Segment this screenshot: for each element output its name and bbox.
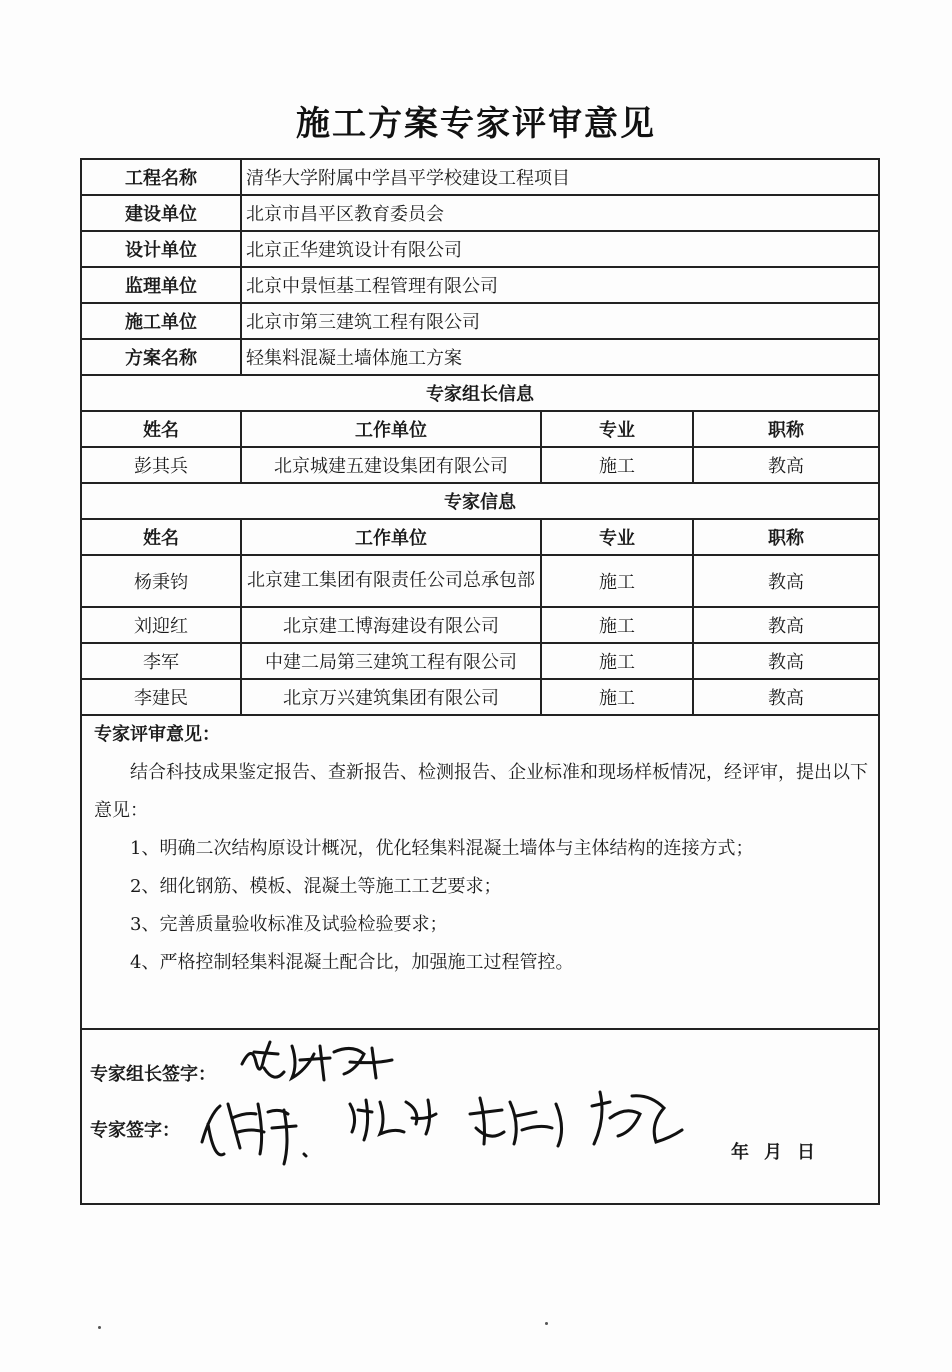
header-major: 专业 — [541, 519, 693, 555]
scan-speck — [545, 1322, 548, 1325]
table-row — [82, 555, 878, 607]
label-owner: 建设单位 — [82, 195, 241, 231]
expert-title: 教高 — [693, 643, 878, 679]
header-unit: 工作单位 — [241, 519, 541, 555]
expert-name: 李建民 — [82, 679, 241, 715]
opinion-item: 3、完善质量验收标准及试验检验要求； — [130, 914, 448, 935]
leader-header-row — [82, 411, 878, 447]
opinion-item: 2、细化钢筋、模板、混凝土等施工工艺要求； — [130, 876, 502, 897]
leader-name: 彭其兵 — [82, 447, 241, 483]
expert-header-row — [82, 519, 878, 555]
signature-section — [82, 1028, 878, 1170]
info-table — [82, 160, 878, 716]
value-project-name: 清华大学附属中学昌平学校建设工程项目 — [241, 160, 878, 195]
expert-major: 施工 — [541, 643, 693, 679]
expert-unit: 北京万兴建筑集团有限公司 — [241, 679, 541, 715]
value-plan-name: 轻集料混凝土墙体施工方案 — [241, 339, 878, 375]
opinion-item: 1、明确二次结构原设计概况，优化轻集料混凝土墙体与主体结构的连接方式； — [130, 838, 754, 859]
leader-section-title: 专家组长信息 — [82, 375, 878, 411]
opinion-intro: 结合科技成果鉴定报告、查新报告、检测报告、企业标准和现场样板情况，经评审，提出以下意见： — [94, 762, 868, 821]
leader-major: 施工 — [541, 447, 693, 483]
expert-section-title: 专家信息 — [82, 483, 878, 519]
date-year-label: 年 — [731, 1142, 750, 1163]
value-designer: 北京正华建筑设计有限公司 — [241, 231, 878, 267]
opinion-title: 专家评审意见： — [94, 724, 220, 745]
opinion-section — [82, 716, 878, 1028]
value-supervisor: 北京中景恒基工程管理有限公司 — [241, 267, 878, 303]
label-plan-name: 方案名称 — [82, 339, 241, 375]
expert-signatures — [180, 1084, 700, 1168]
info-row-contractor — [82, 303, 878, 339]
info-row-supervisor — [82, 267, 878, 303]
expert-major: 施工 — [541, 607, 693, 643]
value-owner: 北京市昌平区教育委员会 — [241, 195, 878, 231]
leader-row — [82, 447, 878, 483]
info-row-designer — [82, 231, 878, 267]
label-project-name: 工程名称 — [82, 160, 241, 195]
value-contractor: 北京市第三建筑工程有限公司 — [241, 303, 878, 339]
header-unit: 工作单位 — [241, 411, 541, 447]
expert-title: 教高 — [693, 679, 878, 715]
leader-unit: 北京城建五建设集团有限公司 — [241, 447, 541, 483]
expert-title: 教高 — [693, 555, 878, 607]
expert-signature-label: 专家签字： — [90, 1120, 180, 1141]
label-supervisor: 监理单位 — [82, 267, 241, 303]
expert-unit: 中建二局第三建筑工程有限公司 — [241, 643, 541, 679]
opinion-item: 4、严格控制轻集料混凝土配合比，加强施工过程管控。 — [130, 952, 574, 973]
expert-major: 施工 — [541, 679, 693, 715]
document-title: 施工方案专家评审意见 — [296, 104, 656, 144]
expert-name: 李军 — [82, 643, 241, 679]
expert-section-row — [82, 483, 878, 519]
expert-name: 刘迎红 — [82, 607, 241, 643]
header-title: 职称 — [693, 411, 878, 447]
info-row-plan — [82, 339, 878, 375]
label-designer: 设计单位 — [82, 231, 241, 267]
expert-unit: 北京建工集团有限责任公司总承包部 — [241, 555, 541, 607]
leader-title: 教高 — [693, 447, 878, 483]
table-row — [82, 607, 878, 643]
expert-title: 教高 — [693, 607, 878, 643]
info-row-project — [82, 160, 878, 195]
leader-section-row — [82, 375, 878, 411]
expert-name: 杨秉钧 — [82, 555, 241, 607]
date-line — [731, 1138, 816, 1164]
date-month-label: 月 — [764, 1142, 783, 1163]
label-contractor: 施工单位 — [82, 303, 241, 339]
header-major: 专业 — [541, 411, 693, 447]
review-form — [80, 158, 880, 1205]
header-name: 姓名 — [82, 519, 241, 555]
table-row — [82, 679, 878, 715]
table-row — [82, 643, 878, 679]
header-name: 姓名 — [82, 411, 241, 447]
date-day-label: 日 — [797, 1142, 816, 1163]
header-title: 职称 — [693, 519, 878, 555]
expert-major: 施工 — [541, 555, 693, 607]
scan-speck — [98, 1326, 101, 1329]
expert-unit: 北京建工博海建设有限公司 — [241, 607, 541, 643]
leader-signature-label: 专家组长签字： — [90, 1064, 216, 1085]
info-row-owner — [82, 195, 878, 231]
